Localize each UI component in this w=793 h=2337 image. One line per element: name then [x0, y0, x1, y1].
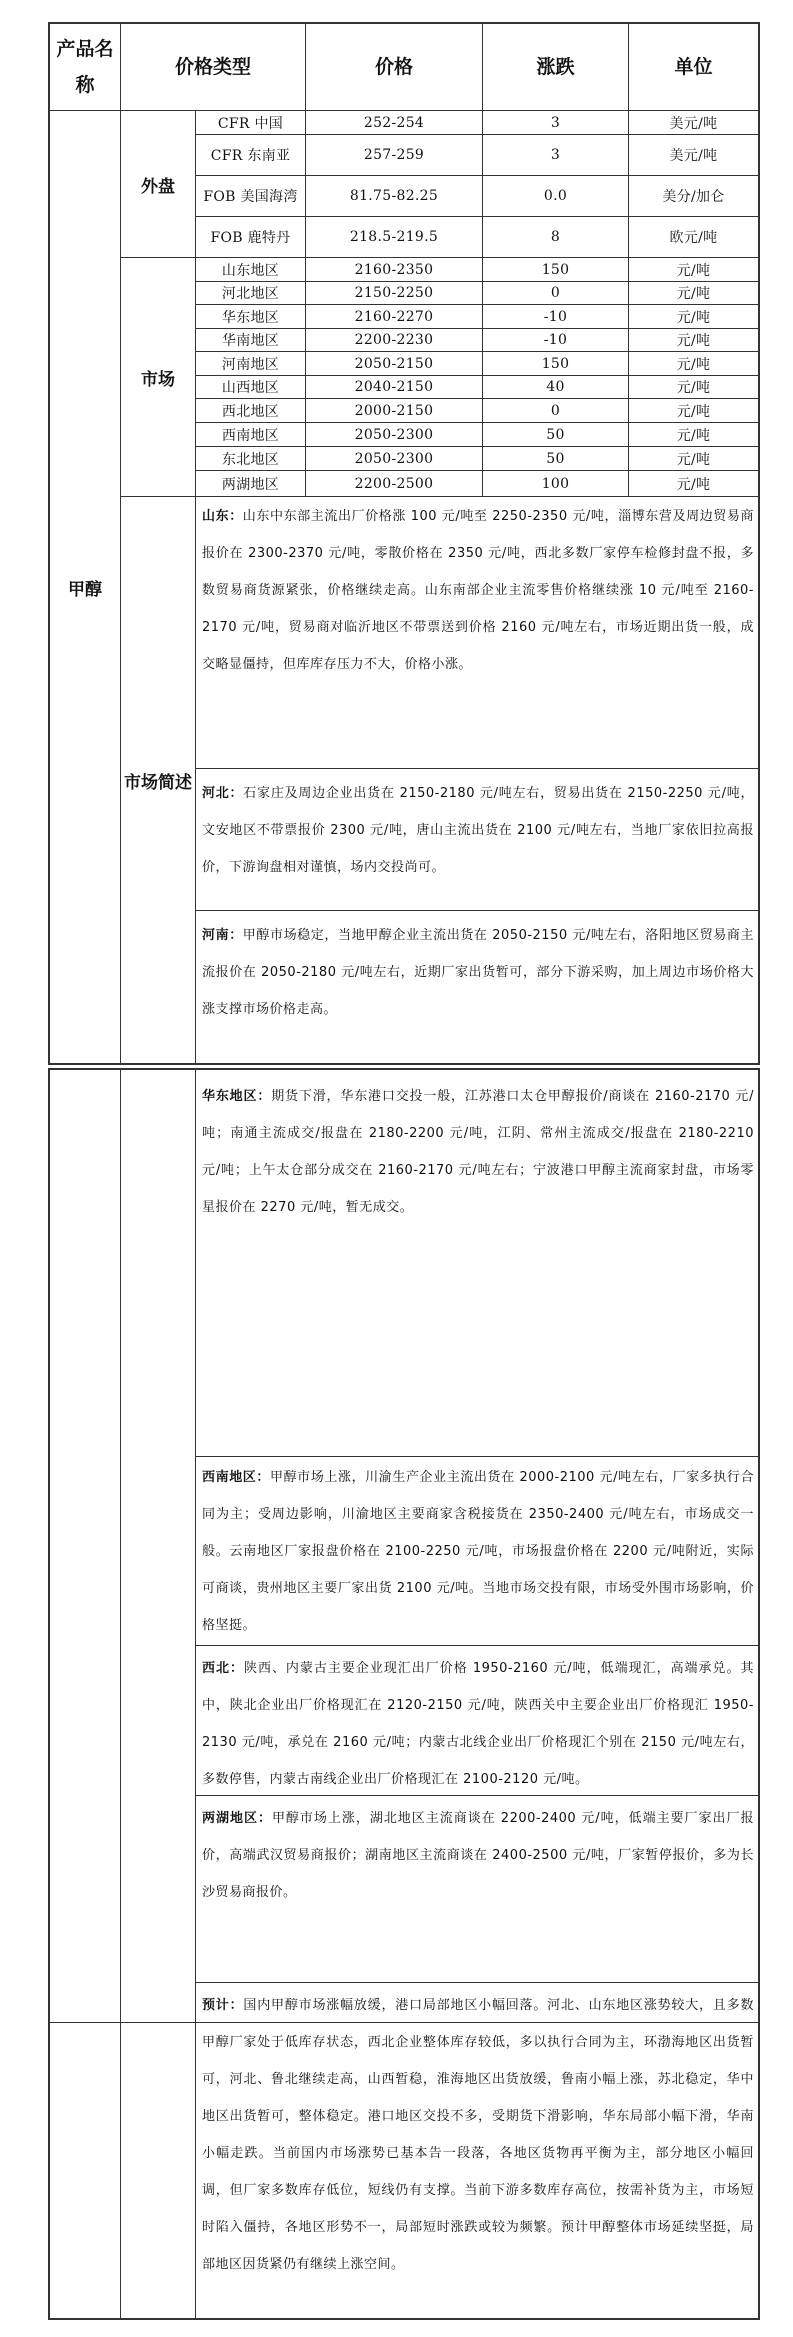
header-product [50, 24, 120, 110]
market-row-unit: 元/吨 [676, 262, 711, 279]
foreign-label [121, 111, 195, 257]
table-border-right [758, 22, 760, 1065]
market-row-change: 0 [550, 285, 561, 301]
header-change-label: 涨跌 [536, 56, 575, 78]
foreign-row-change: 8 [550, 229, 561, 245]
summary-text: 甲醇市场稳定，当地甲醇企业主流出货在 2050-2150 元/吨左右，洛阳地区贸易商主流报价在 2050-2180 元/吨左右，近期厂家出货暂可，部分下游采购，加上周边市场价格大涨支撑市场价格走高。 [202, 928, 754, 1017]
header-product-label: 产品名称 [56, 38, 114, 96]
summary-divider [195, 910, 760, 911]
foreign-row-name: CFR 东南亚 [210, 148, 291, 164]
foreign-row-name: CFR 中国 [217, 115, 284, 132]
market-row-change: 0 [550, 402, 561, 419]
section-divider [120, 496, 760, 497]
market-row-name: 西南地区 [221, 427, 280, 444]
header-price [306, 24, 482, 110]
foreign-row-name: FOB 鹿特丹 [210, 230, 291, 246]
market-row-name: 两湖地区 [221, 476, 280, 493]
market-row-unit: 元/吨 [676, 333, 711, 349]
table2-divider [195, 1982, 760, 1983]
market-row-change: 50 [546, 426, 565, 443]
summary-region: 两湖地区： [202, 1811, 272, 1826]
market-row-name: 华东地区 [221, 309, 280, 326]
market-row-unit: 元/吨 [676, 451, 711, 468]
summary-region: 西北： [202, 1661, 244, 1676]
table2-border-left [48, 1068, 50, 2320]
market-row-name: 河南地区 [221, 356, 280, 373]
header-change [483, 24, 628, 110]
table2-border-right [758, 1068, 760, 2320]
foreign-row-change: 0.0 [543, 188, 568, 204]
foreign-row-unit: 美元/吨 [669, 148, 718, 164]
market-row-name: 东北地区 [221, 451, 280, 468]
foreign-label-text: 外盘 [141, 176, 175, 197]
summary-henan [196, 917, 758, 1028]
market-row-price: 2160-2270 [354, 308, 434, 325]
market-row-price: 2150-2250 [354, 285, 434, 301]
market-row-price: 2200-2230 [354, 332, 434, 348]
market-label-text: 市场 [141, 369, 175, 390]
foreign-row-price: 81.75-82.25 [349, 188, 439, 204]
summary-northwest [196, 1650, 758, 1798]
foreign-row-change: 3 [550, 147, 561, 163]
table2-divider [195, 1456, 760, 1457]
market-row-unit: 元/吨 [676, 403, 711, 420]
table2-col-line-1 [120, 1068, 121, 2320]
market-row-change: 100 [541, 475, 570, 492]
summary-text: 陕西、内蒙古主要企业现汇出厂价格 1950-2160 元/吨，低端现汇，高端承兑。其中，陕北企业出厂价格现汇在 2120-2150 元/吨，陕西关中主要企业出厂价格现汇 1950-2130 元/吨，承兑在 2160 元/吨；内蒙古北线企业出厂价格现汇个别在 2150 元/吨左右，多数停售，内蒙古南线企业出厂价格现汇在 2100-2120 元/吨。 [202, 1661, 754, 1787]
summary-hubei-hunan [196, 1800, 758, 1911]
table2-border-bottom [48, 2318, 760, 2320]
market-row-unit: 元/吨 [676, 286, 711, 302]
header-price-type [121, 24, 305, 110]
summary-text: 国内甲醇市场涨幅放缓，港口局部地区小幅回落。河北、山东地区涨势较大，且多数甲醇厂家处于低库存状态，西北企业整体库存较低，多以执行合同为主，环渤海地区出货暂可，河北、鲁北继续走高，山西暂稳，淮海地区出货放缓，鲁南小幅上涨，苏北稳定，华中地区出货暂可，整体稳定。港口地区交投不多，受期货下滑影响，华东局部小幅下滑，华南小幅走跌。当前国内市场涨势已基本告一段落，各地区货物再平衡为主，部分地区小幅回调，但厂家多数库存低位，短线仍有支撑。当前下游多数库存高位，按需补货为主，市场短时陷入僵持，各地区形势不一，局部短时涨跌或较为频繁。预计甲醇整体市场延续坚挺，局部地区因货紧仍有继续上涨空间。 [202, 1998, 754, 2272]
summary-region: 西南地区： [202, 1470, 270, 1485]
market-row-unit: 元/吨 [676, 427, 711, 444]
foreign-row-price: 218.5-219.5 [349, 229, 439, 245]
market-label [121, 258, 195, 496]
market-row-change: -10 [543, 308, 568, 325]
summary-text: 甲醇市场上涨，川渝生产企业主流出货在 2000-2100 元/吨左右，厂家多执行合同为主；受周边影响，川渝地区主要商家含税接货在 2350-2400 元/吨左右，市场成交一般。云南地区厂家报盘价格在 2100-2250 元/吨，市场报盘价格在 2200 元/吨附近，实际可商谈，贵州地区主要厂家出货 2100 元/吨。当地市场交投有限，市场受外围市场影响，价格坚挺。 [202, 1470, 754, 1633]
header-unit-label: 单位 [674, 56, 713, 78]
summary-region: 预计： [202, 1998, 244, 2013]
foreign-row-unit: 美元/吨 [669, 115, 718, 132]
market-row-name: 山西地区 [221, 380, 280, 396]
table-border-bottom [48, 1063, 760, 1065]
market-row-change: 150 [541, 355, 570, 372]
market-row-name: 西北地区 [221, 403, 280, 420]
market-row-unit: 元/吨 [676, 476, 711, 493]
market-row-price: 2040-2150 [354, 379, 434, 395]
market-row-name: 山东地区 [221, 262, 280, 279]
header-price-label: 价格 [374, 56, 413, 78]
market-row-name: 华南地区 [221, 333, 280, 349]
market-row-unit: 元/吨 [676, 356, 711, 373]
market-row-price: 2050-2300 [354, 426, 434, 443]
foreign-row-price: 257-259 [363, 147, 425, 163]
market-row-price: 2000-2150 [354, 402, 434, 419]
header-price-type-label: 价格类型 [174, 56, 251, 78]
market-row-name: 河北地区 [221, 286, 280, 302]
market-row-price: 2160-2350 [354, 261, 434, 278]
foreign-row-unit: 美分/加仑 [662, 189, 725, 205]
market-row-unit: 元/吨 [676, 309, 711, 326]
market-row-change: 40 [546, 379, 565, 395]
summary-region: 山东： [202, 509, 243, 524]
summary-region: 华东地区： [202, 1089, 272, 1104]
summary-east-china [196, 1078, 758, 1226]
market-row-price: 2050-2150 [354, 355, 434, 372]
summary-hebei [196, 775, 758, 886]
summary-region: 河南： [202, 928, 243, 943]
summary-shandong [196, 498, 758, 683]
foreign-row-change: 3 [550, 114, 561, 131]
summary-forecast [196, 1987, 758, 2283]
summary-southwest [196, 1459, 758, 1644]
market-row-price: 2200-2500 [354, 475, 434, 492]
foreign-row-unit: 欧元/吨 [669, 230, 718, 246]
summary-text: 期货下滑，华东港口交投一般，江苏港口太仓甲醇报价/商谈在 2160-2170 元/吨；南通主流成交/报盘在 2180-2200 元/吨，江阴、常州主流成交/报盘在 2180-2210 元/吨；上午太仓部分成交在 2160-2170 元/吨左右；宁波港口甲醇主流商家封盘，市场零星报价在 2270 元/吨，暂无成交。 [202, 1089, 754, 1215]
market-row-price: 2050-2300 [354, 450, 434, 467]
summary-text: 甲醇市场上涨，湖北地区主流商谈在 2200-2400 元/吨，低端主要厂家出厂报价，高端武汉贸易商报价；湖南地区主流商谈在 2400-2500 元/吨，厂家暂停报价，多为长沙贸易商报价。 [202, 1811, 754, 1900]
product-name-text: 甲醇 [68, 579, 102, 600]
market-row-change: -10 [543, 332, 568, 348]
header-unit [629, 24, 758, 110]
summary-divider [195, 768, 760, 769]
market-row-change: 50 [546, 450, 565, 467]
summary-label [121, 497, 195, 1063]
summary-region: 河北： [202, 786, 244, 801]
table2-divider [195, 1645, 760, 1646]
market-row-unit: 元/吨 [676, 380, 711, 396]
foreign-row-price: 252-254 [363, 114, 425, 131]
summary-text: 石家庄及周边企业出货在 2150-2180 元/吨左右，贸易出货在 2150-2250 元/吨，文安地区不带票报价 2300 元/吨，唐山主流出货在 2100 元/吨左右，当地厂家依旧拉高报价，下游询盘相对谨慎，场内交投尚可。 [202, 786, 754, 875]
product-name [50, 111, 120, 1063]
market-row-change: 150 [541, 261, 570, 278]
table2-border-top [48, 1068, 760, 1070]
summary-label-text: 市场简述 [124, 772, 192, 793]
foreign-row-name: FOB 美国海湾 [203, 189, 298, 205]
summary-text: 山东中东部主流出厂价格涨 100 元/吨至 2250-2350 元/吨，淄博东营及周边贸易商报价在 2300-2370 元/吨，零散价格在 2350 元/吨，西北多数厂家停车检修封盘不报，多数贸易商货源紧张，价格继续走高。山东南部企业主流零售价格继续涨 10 元/吨至 2160-2170 元/吨，贸易商对临沂地区不带票送到价格 2160 元/吨左右，市场近期出货一般，成交略显僵持，但库库存压力不大，价格小涨。 [202, 509, 754, 672]
